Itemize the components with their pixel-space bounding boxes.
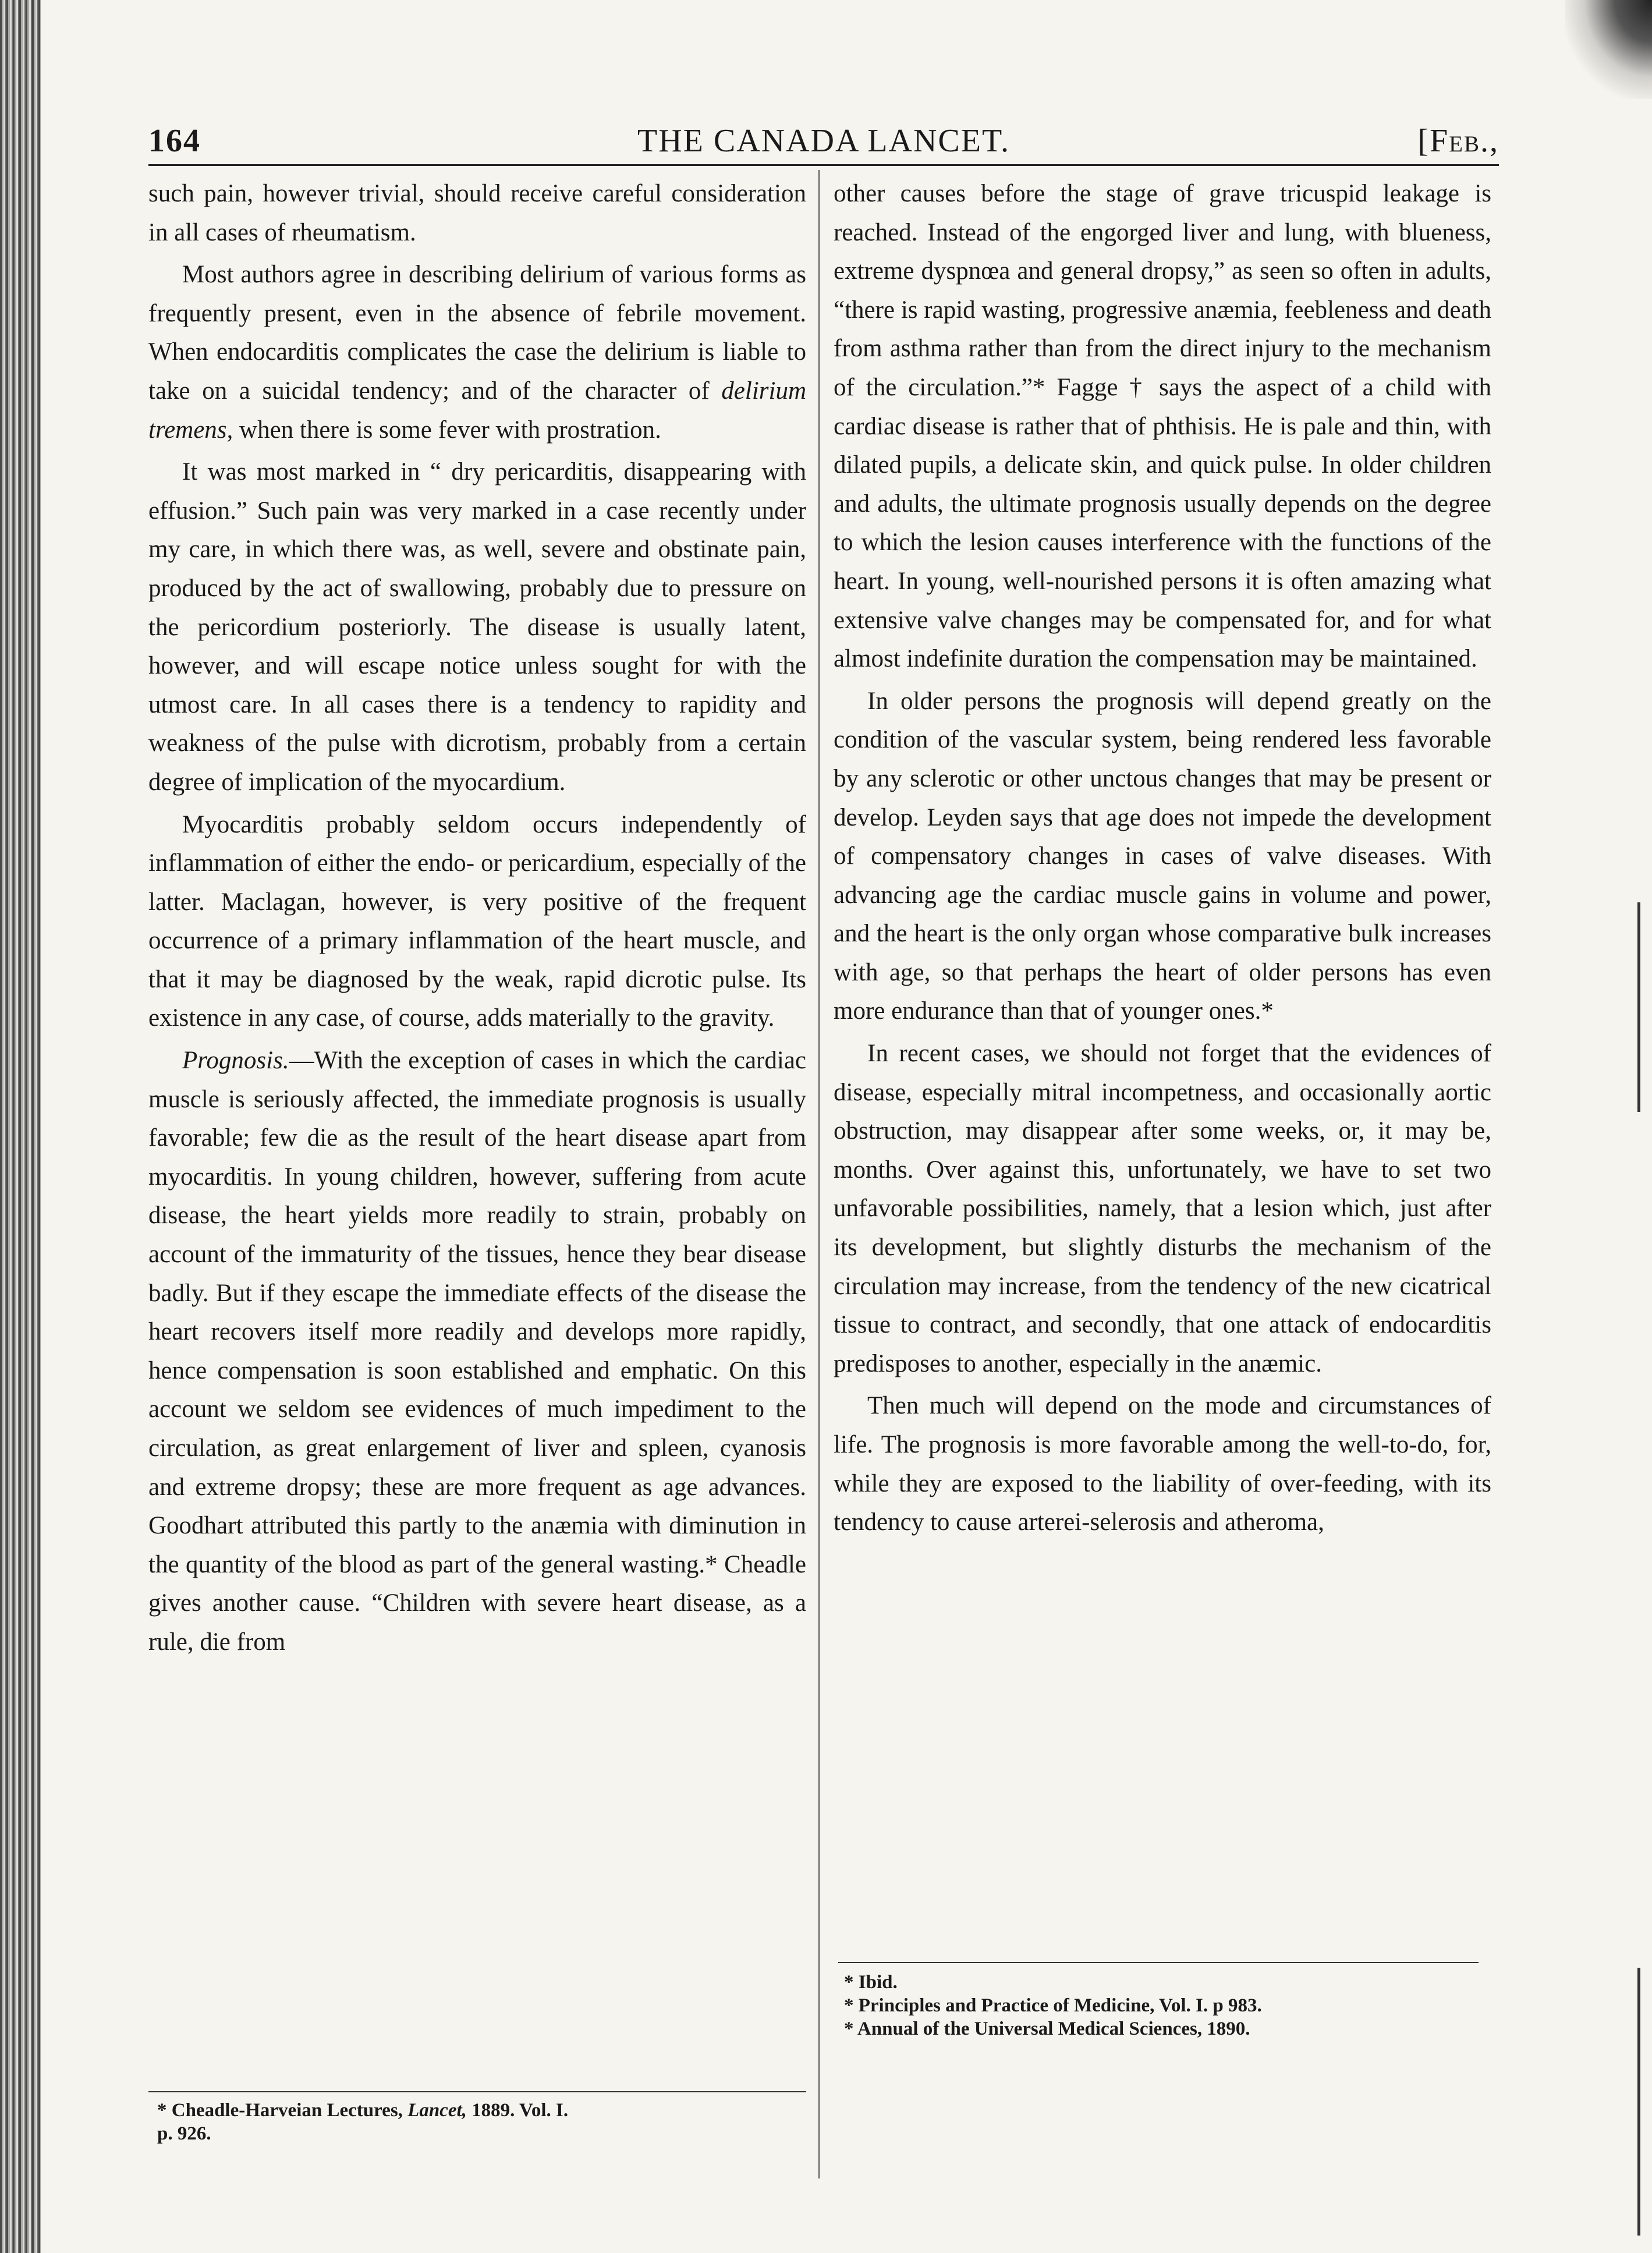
footnote-rule bbox=[148, 2091, 806, 2092]
paragraph: It was most marked in “ dry pericarditis, disappearing with effusion.” Such pain was very marked in a case recently under my care, in which there was, as well, severe and obstinate pain, produced by the act of swallowing, probably due to pressure on the pericordium posteriorly. The disease is usually latent, however, and will escape notice unless sought for with the utmost care. In all cases there is a tendency to rapidity and weakness of the pulse with dicrotism, probably from a certain degree of implication of the myocardium. bbox=[148, 458, 806, 796]
header-rule bbox=[148, 164, 1499, 166]
scan-edge-mark bbox=[1637, 1968, 1640, 2236]
journal-title: THE CANADA LANCET. bbox=[637, 123, 1011, 159]
footnote: p. 926. bbox=[157, 2123, 211, 2144]
footnote-text: 1889. Vol. I. bbox=[466, 2100, 569, 2121]
book-binding-edge bbox=[0, 0, 41, 2253]
page-number: 164 bbox=[148, 123, 201, 159]
section-heading-prognosis: Prognosis. bbox=[182, 1047, 289, 1075]
paragraph: In older persons the prognosis will depend greatly on the condition of the vascular system, being rendered less favorable by any sclerotic or other unctous changes that may be present or develop. Leyden says that age does not impede the development of compensatory changes in cases of valve diseases. With advancing age the cardiac muscle gains in volume and power, and the heart is the only organ whose comparative bulk increases with age, so that perhaps the heart of older persons has even more endurance than that of younger ones.* bbox=[834, 687, 1491, 1025]
paragraph-text: Most authors agree in describing delirium of various forms as frequently present, even in the absence of febrile movement. When endocarditis complicates the case the delirium is liable to take on a suicidal tendency; and of the character of bbox=[148, 261, 806, 405]
running-header bbox=[148, 122, 1499, 169]
footnote: * Ibid. bbox=[844, 1972, 898, 1993]
paragraph: Then much will depend on the mode and circumstances of life. The prognosis is more favorable among the well-to-do, for, while they are exposed to the liability of over-feeding, with its tendency to cause arterei-selerosis and atheroma, bbox=[834, 1392, 1491, 1536]
paragraph: such pain, however trivial, should receive careful consideration in all cases of rheumatism. bbox=[148, 180, 806, 246]
footnote: * Annual of the Universal Medical Sciences, 1890. bbox=[844, 2018, 1250, 2039]
paragraph bbox=[148, 256, 806, 449]
paragraph bbox=[148, 1042, 806, 1662]
italic-term: delirium tremens, bbox=[148, 377, 806, 444]
scan-edge-mark bbox=[1637, 902, 1640, 1112]
paragraph-text: —With the exception of cases in which the cardiac muscle is seriously affected, the immediate prognosis is usually favorable; few die as the result of the heart disease apart from myocarditis. In young children, however, suffering from acute disease, the heart yields more readily to strain, probably on account of the immaturity of the tissues, hence they bear disease badly. But if they escape the immediate effects of the disease the heart recovers itself more readily and develops more rapidly, hence compensation is soon established and emphatic. On this account we seldom see evidences of much impediment to the circulation, as great enlargement of liver and spleen, cyanosis and extreme dropsy; these are more frequent as age advances. Goodhart attributed this partly to the anæmia with diminution in the quantity of the blood as part of the general wasting.* Cheadle gives another cause. “Children with severe heart disease, as a rule, die from bbox=[148, 1047, 806, 1656]
paragraph: Myocarditis probably seldom occurs independently of inflammation of either the endo- or pericardium, especially of the latter. Maclagan, however, is very positive of the frequent occurrence of a primary inflammation of the heart muscle, and that it may be diagnosed by the weak, rapid dicrotic pulse. Its existence in any case, of course, adds materially to the gravity. bbox=[148, 810, 806, 1032]
paragraph-text: when there is some fever with prostration. bbox=[233, 416, 661, 444]
footnote bbox=[157, 2099, 806, 2122]
footnotes-left bbox=[157, 2099, 806, 2145]
footnote-text: * Cheadle-Harveian Lectures, bbox=[157, 2100, 408, 2121]
footnotes-right bbox=[844, 1971, 1484, 2041]
right-column bbox=[834, 175, 1491, 1542]
paragraph: In recent cases, we should not forget that the evidences of disease, especially mitral incompetness, and occasionally aortic obstruction, may disappear after some weeks, or, it may be, months. Over against this, unfortunately, we have to set two unfavorable possibilities, namely, that a lesion which, just after its development, but slightly disturbs the mechanism of the circulation may increase, from the tendency of the new cicatrical tissue to contract, and secondly, that one attack of endocarditis predisposes to another, especially in the anæmic. bbox=[834, 1040, 1491, 1377]
page-corner-shadow bbox=[1565, 0, 1652, 99]
issue-date: [Feb., bbox=[1417, 123, 1499, 159]
left-column bbox=[148, 175, 806, 1662]
footnote-rule bbox=[838, 1962, 1479, 1963]
footnote: * Principles and Practice of Medicine, Vol. I. p 983. bbox=[844, 1995, 1262, 2016]
footnote-italic: Lancet, bbox=[407, 2100, 467, 2121]
paragraph: other causes before the stage of grave tricuspid leakage is reached. Instead of the engorged liver and lung, with blueness, extreme dyspnœa and general dropsy,” as seen so often in adults, “there is rapid wasting, progressive anæmia, feebleness and death from asthma rather than from the direct injury to the mechanism of the circulation.”* Fagge † says the aspect of a child with cardiac disease is rather that of phthisis. He is pale and thin, with dilated pupils, a delicate skin, and quick pulse. In older children and adults, the ultimate prognosis usually depends on the degree to which the lesion causes interference with the functions of the heart. In young, well-nourished persons it is often amazing what extensive valve changes may be compensated for, and for what almost indefinite duration the compensation may be maintained. bbox=[834, 180, 1491, 673]
column-divider bbox=[818, 170, 820, 2178]
